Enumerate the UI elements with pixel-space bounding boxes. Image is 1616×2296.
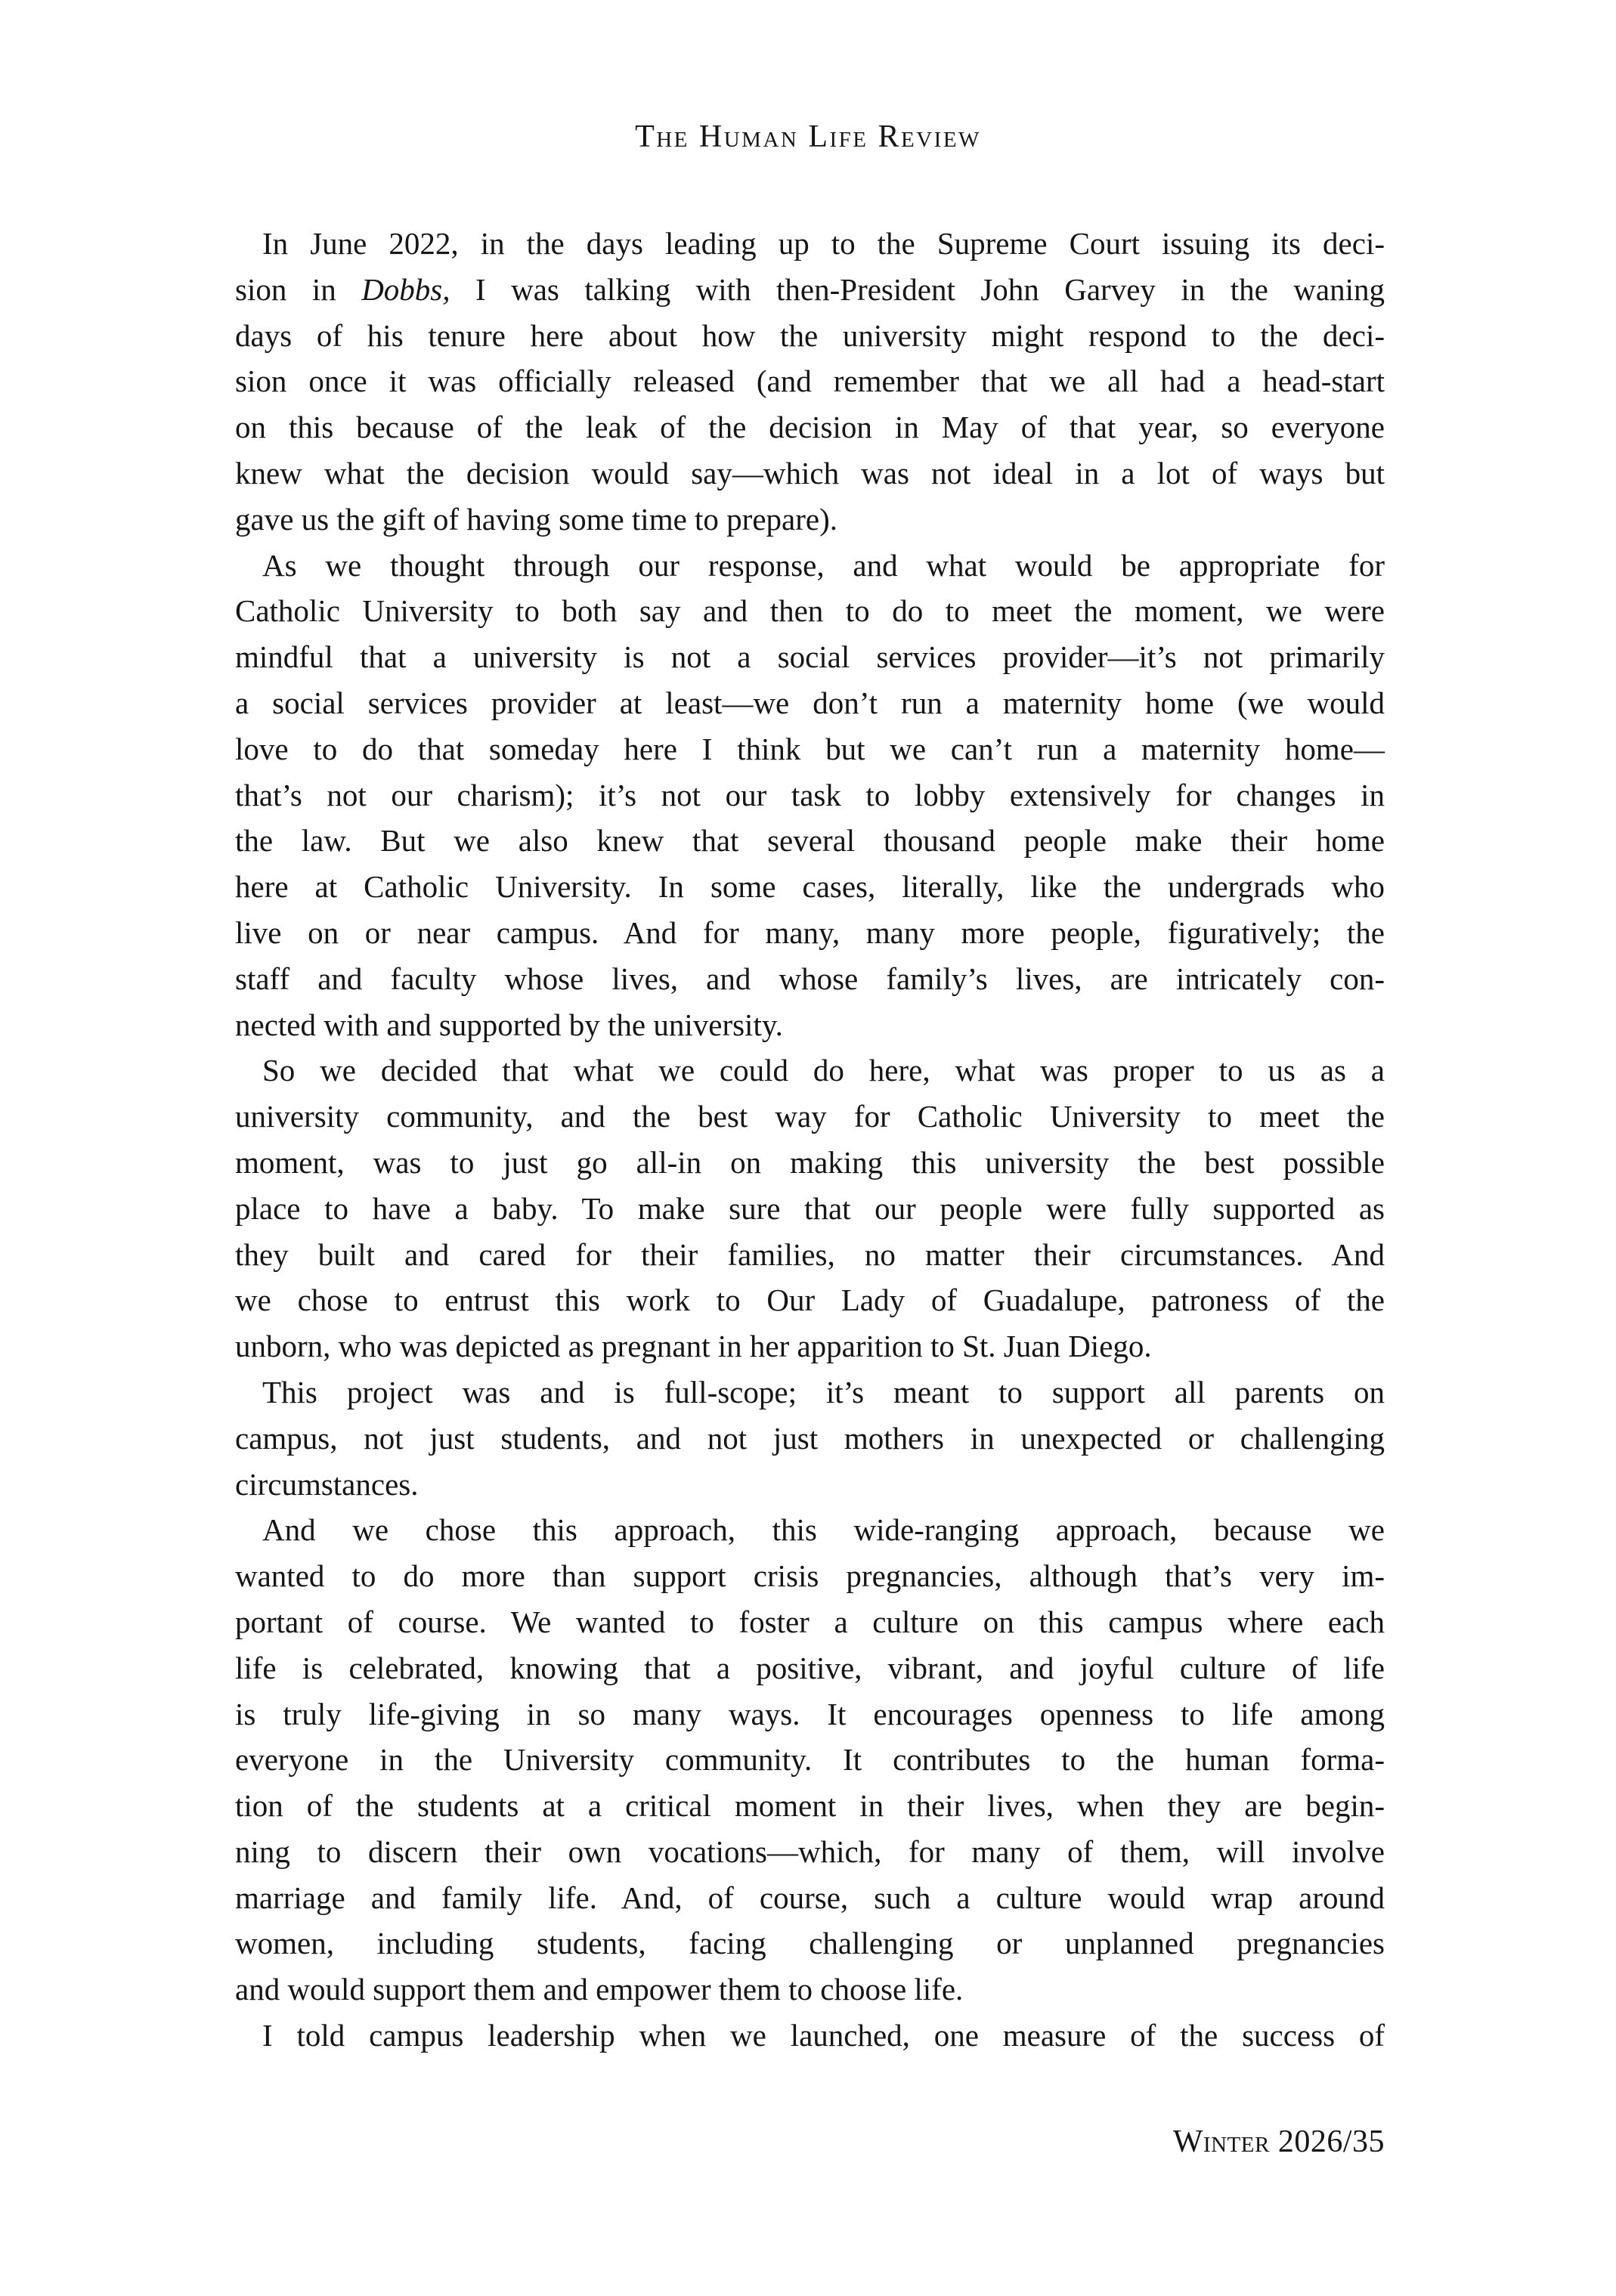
text-segment: we chose to entrust this work to Our Lady of Guadalupe, patroness of the — [235, 1283, 1385, 1318]
paragraph — [235, 1369, 1385, 1507]
text-line — [235, 1416, 1385, 1462]
text-line — [235, 1323, 1385, 1369]
paragraph — [235, 2013, 1385, 2059]
text-line — [235, 772, 1385, 818]
text-line — [235, 1002, 1385, 1048]
text-segment: ning to discern their own vocations—which, for many of them, will involve — [235, 1833, 1385, 1869]
text-segment: here at Catholic University. In some cases, literally, like the undergrads who — [235, 869, 1385, 905]
text-line — [235, 910, 1385, 956]
text-segment: marriage and family life. And, of course, such a culture would wrap around — [235, 1880, 1385, 1915]
text-segment: So we decided that what we could do here, what was proper to us as a — [262, 1053, 1385, 1088]
text-segment: In June 2022, in the days leading up to the Supreme Court issuing its deci- — [262, 226, 1385, 261]
text-segment: moment, was to just go all-in on making this university the best possible — [235, 1144, 1385, 1180]
text-line — [235, 1369, 1385, 1416]
text-line — [235, 221, 1385, 267]
document-body — [235, 221, 1385, 2059]
text-segment: wanted to do more than support crisis pregnancies, although that’s very im- — [235, 1558, 1385, 1594]
text-line — [235, 726, 1385, 772]
text-segment: university community, and the best way for Catholic University to meet the — [235, 1099, 1385, 1134]
text-line — [235, 1783, 1385, 1829]
text-line — [235, 497, 1385, 543]
text-segment: that’s not our charism); it’s not our task to lobby extensively for changes in — [235, 777, 1385, 812]
text-line — [235, 1553, 1385, 1599]
running-head: The Human Life Review — [635, 119, 981, 154]
text-line — [235, 404, 1385, 450]
text-line — [235, 956, 1385, 1002]
text-line — [235, 1094, 1385, 1140]
text-segment: love to do that someday here I think but we can’t run a maternity home— — [235, 731, 1385, 766]
text-line — [235, 1232, 1385, 1278]
text-segment: on this because of the leak of the decision in May of that year, so everyone — [235, 410, 1385, 445]
paragraph — [235, 1047, 1385, 1369]
text-segment: everyone in the University community. It contributes to the human forma- — [235, 1742, 1385, 1778]
text-segment: a social services provider at least—we don’t run a maternity home (we would — [235, 685, 1385, 720]
text-segment: campus, not just students, and not just mothers in unexpected or challenging — [235, 1420, 1385, 1456]
text-segment: unborn, who was depicted as pregnant in her apparition to St. Juan Diego. — [235, 1329, 1152, 1364]
text-segment: gave us the gift of having some time to prepare). — [235, 501, 837, 537]
text-line — [235, 680, 1385, 726]
text-segment: sion in — [235, 271, 362, 307]
text-segment: is truly life-giving in so many ways. It encourages openness to life among — [235, 1696, 1385, 1731]
text-segment: women, including students, facing challenging or unplanned pregnancies — [235, 1926, 1385, 1961]
text-segment: mindful that a university is not a social services provider—it’s not primarily — [235, 639, 1385, 675]
text-segment: circumstances. — [235, 1466, 419, 1502]
text-segment: they built and cared for their families, no matter their circumstances. And — [235, 1236, 1385, 1272]
page-footer: Winter 2026/35 — [1172, 2124, 1385, 2159]
text-segment: Catholic University to both say and then to do to meet the moment, we were — [235, 593, 1385, 629]
text-segment: And we chose this approach, this wide-ranging approach, because we — [262, 1512, 1385, 1548]
text-line — [235, 864, 1385, 910]
text-line — [235, 2013, 1385, 2059]
text-line — [235, 1047, 1385, 1094]
text-line — [235, 1462, 1385, 1508]
text-line — [235, 634, 1385, 680]
text-line — [235, 543, 1385, 589]
text-segment: days of his tenure here about how the university might respond to the deci- — [235, 317, 1385, 353]
text-line — [235, 1140, 1385, 1186]
text-line — [235, 818, 1385, 864]
text-line — [235, 313, 1385, 359]
text-line — [235, 1507, 1385, 1553]
text-line — [235, 1599, 1385, 1645]
text-line — [235, 1186, 1385, 1232]
text-segment: live on or near campus. And for many, many more people, figuratively; the — [235, 914, 1385, 950]
text-line — [235, 450, 1385, 497]
text-segment: life is celebrated, knowing that a positive, vibrant, and joyful culture of life — [235, 1650, 1385, 1685]
text-segment: tion of the students at a critical moment in their lives, when they are begin- — [235, 1788, 1385, 1824]
text-line — [235, 1737, 1385, 1783]
paragraph — [235, 543, 1385, 1048]
text-line — [235, 1920, 1385, 1966]
text-segment: portant of course. We wanted to foster a culture on this campus where each — [235, 1604, 1385, 1639]
text-segment: This project was and is full-scope; it’s meant to support all parents on — [262, 1374, 1385, 1409]
paragraph — [235, 221, 1385, 543]
text-line — [235, 1966, 1385, 2013]
text-line — [235, 1645, 1385, 1691]
text-line — [235, 588, 1385, 634]
text-segment: the law. But we also knew that several thousand people make their home — [235, 823, 1385, 859]
text-segment: and would support them and empower them to choose life. — [235, 1972, 964, 2007]
text-segment: As we thought through our response, and what would be appropriate for — [262, 547, 1385, 583]
text-segment: sion once it was officially released (and remember that we all had a head-start — [235, 364, 1385, 399]
text-line — [235, 267, 1385, 313]
text-segment: staff and faculty whose lives, and whose family’s lives, are intricately con- — [235, 961, 1385, 996]
text-line — [235, 1875, 1385, 1921]
paragraph — [235, 1507, 1385, 2013]
text-line — [235, 1691, 1385, 1737]
text-segment: place to have a baby. To make sure that our people were fully supported as — [235, 1190, 1385, 1226]
text-segment: knew what the decision would say—which was not ideal in a lot of ways but — [235, 455, 1385, 490]
text-line — [235, 1277, 1385, 1323]
text-segment: nected with and supported by the university. — [235, 1007, 783, 1042]
text-line — [235, 1829, 1385, 1875]
italic-text-segment: Dobbs, — [361, 271, 450, 307]
text-line — [235, 358, 1385, 404]
text-segment: I told campus leadership when we launched, one measure of the success of — [262, 2018, 1385, 2053]
text-segment: I was talking with then-President John Garvey in the waning — [450, 271, 1385, 307]
